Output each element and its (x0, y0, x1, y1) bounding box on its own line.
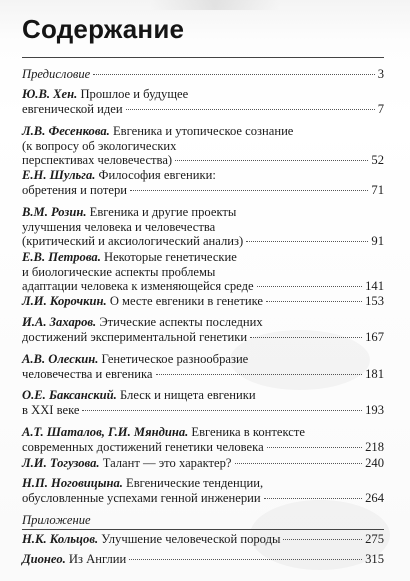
entry-title-line: обусловленные успехами генной инженерии (22, 490, 261, 505)
toc-entry[interactable] (22, 388, 384, 417)
toc-entry[interactable] (22, 456, 384, 471)
entry-title-line: Улучшение человеческой породы (101, 532, 281, 546)
entry-author: Н.К. Кольцов. (22, 532, 99, 546)
page-number: 167 (365, 329, 384, 344)
entry-title-line: перспективах человечества) (22, 153, 173, 168)
page-number: 264 (365, 490, 384, 505)
toc-entry[interactable] (22, 294, 384, 309)
leader-dots (267, 447, 362, 448)
entry-title-line: евгенической идеи (22, 101, 123, 116)
appendix-label: Приложение (22, 513, 91, 527)
entry-title-line: обретения и потери (22, 182, 127, 197)
entry-title-line: О месте евгеники в генетике (109, 294, 264, 308)
entry-title-line: Евгеника в контексте (191, 425, 305, 439)
entry-title-line: (критический и аксиологический анализ) (22, 234, 244, 249)
entry-title-line: улучшения человека и человечества (22, 219, 216, 234)
leader-dots (250, 337, 362, 338)
entry-author: Дионео. (22, 552, 66, 566)
leader-dots (235, 463, 363, 464)
toc-entry[interactable] (22, 87, 384, 116)
leader-dots (129, 559, 362, 560)
entry-title-line: в XXI веке (22, 402, 80, 417)
toc-entry[interactable] (22, 124, 384, 168)
entry-author: О.Е. Баксанский. (22, 388, 117, 402)
entry-title-line: Талант — это характер? (102, 456, 232, 470)
toc-entry[interactable] (22, 315, 384, 344)
page-number: 52 (371, 153, 384, 168)
leader-dots (283, 539, 362, 540)
page-number: 181 (365, 366, 384, 381)
entry-title-line: Евгенические тенденции, (126, 476, 264, 490)
entry-author: Л.И. Корочкин. (22, 294, 107, 308)
page-number: 7 (377, 101, 384, 116)
preface-label: Предисловие (22, 67, 91, 81)
leader-dots (82, 410, 362, 411)
page-number: 193 (365, 402, 384, 417)
page-number: 91 (371, 234, 384, 249)
page-number: 315 (365, 552, 384, 566)
leader-dots (257, 286, 363, 287)
toc-entry[interactable] (22, 205, 384, 249)
leader-dots (246, 241, 368, 242)
leader-dots (126, 109, 375, 110)
page-number: 71 (371, 182, 384, 197)
entry-title-line: Философия евгеники: (98, 168, 216, 182)
entry-title-line: Этические аспекты последних (99, 315, 263, 329)
appendix-rule (22, 529, 384, 530)
page-number: 218 (365, 439, 384, 454)
entry-title-line: Блеск и нищета евгеники (119, 388, 256, 402)
entry-title-line: человечества и евгеника (22, 366, 153, 381)
entry-author: А.Т. Шаталов, Г.И. Мяндина. (22, 425, 189, 439)
contents-heading: Содержание (22, 14, 185, 44)
toc-entry[interactable] (22, 352, 384, 381)
page-number: 275 (365, 532, 384, 546)
page-number: 3 (377, 67, 384, 81)
toc-entry[interactable] (22, 168, 384, 197)
leader-dots (93, 74, 374, 75)
leader-dots (130, 190, 368, 191)
toc-entry[interactable] (22, 250, 384, 294)
entry-title-line: адаптации человека к изменяющейся среде (22, 279, 254, 294)
toc-entry[interactable] (22, 425, 384, 454)
entry-title-line: Генетическое разнообразие (101, 352, 249, 366)
entry-title-line: Евгеника и другие проекты (89, 205, 237, 219)
entry-title-line: Евгеника и утопическое сознание (112, 124, 294, 138)
entry-title-line: Некоторые генетические (104, 250, 237, 264)
entry-author: И.А. Захаров. (22, 315, 97, 329)
entry-title-line: Из Англии (68, 552, 127, 566)
entry-author: Ю.В. Хен. (22, 87, 78, 101)
page-number: 240 (365, 456, 384, 470)
entry-title-line: достижений экспериментальной генетики (22, 329, 248, 344)
entry-author: Л.И. Тогузова. (22, 456, 100, 470)
toc-entry-preface[interactable] (22, 67, 384, 82)
toc-entry[interactable] (22, 476, 384, 505)
bleed-through-shadow (150, 0, 280, 10)
page-number: 141 (365, 279, 384, 294)
entry-title-line: современных достижений генетики человека (22, 439, 264, 454)
entry-title-line: (к вопросу об экологических (22, 138, 177, 153)
entry-author: Е.В. Петрова. (22, 250, 101, 264)
entry-author: Е.Н. Шульга. (22, 168, 96, 182)
entry-title-line: Прошлое и будущее (80, 87, 189, 101)
leader-dots (175, 160, 368, 161)
entry-author: В.М. Розин. (22, 205, 87, 219)
entry-author: Н.П. Ноговицына. (22, 476, 123, 490)
entry-author: А.В. Олескин. (22, 352, 99, 366)
leader-dots (156, 374, 363, 375)
entry-title-line: и биологические аспекты проблемы (22, 264, 216, 279)
toc-entry[interactable] (22, 532, 384, 547)
leader-dots (266, 301, 362, 302)
entry-author: Л.В. Фесенкова. (22, 124, 110, 138)
leader-dots (264, 498, 362, 499)
header-rule (22, 57, 384, 58)
toc-entry[interactable] (22, 552, 384, 567)
page-number: 153 (365, 294, 384, 308)
